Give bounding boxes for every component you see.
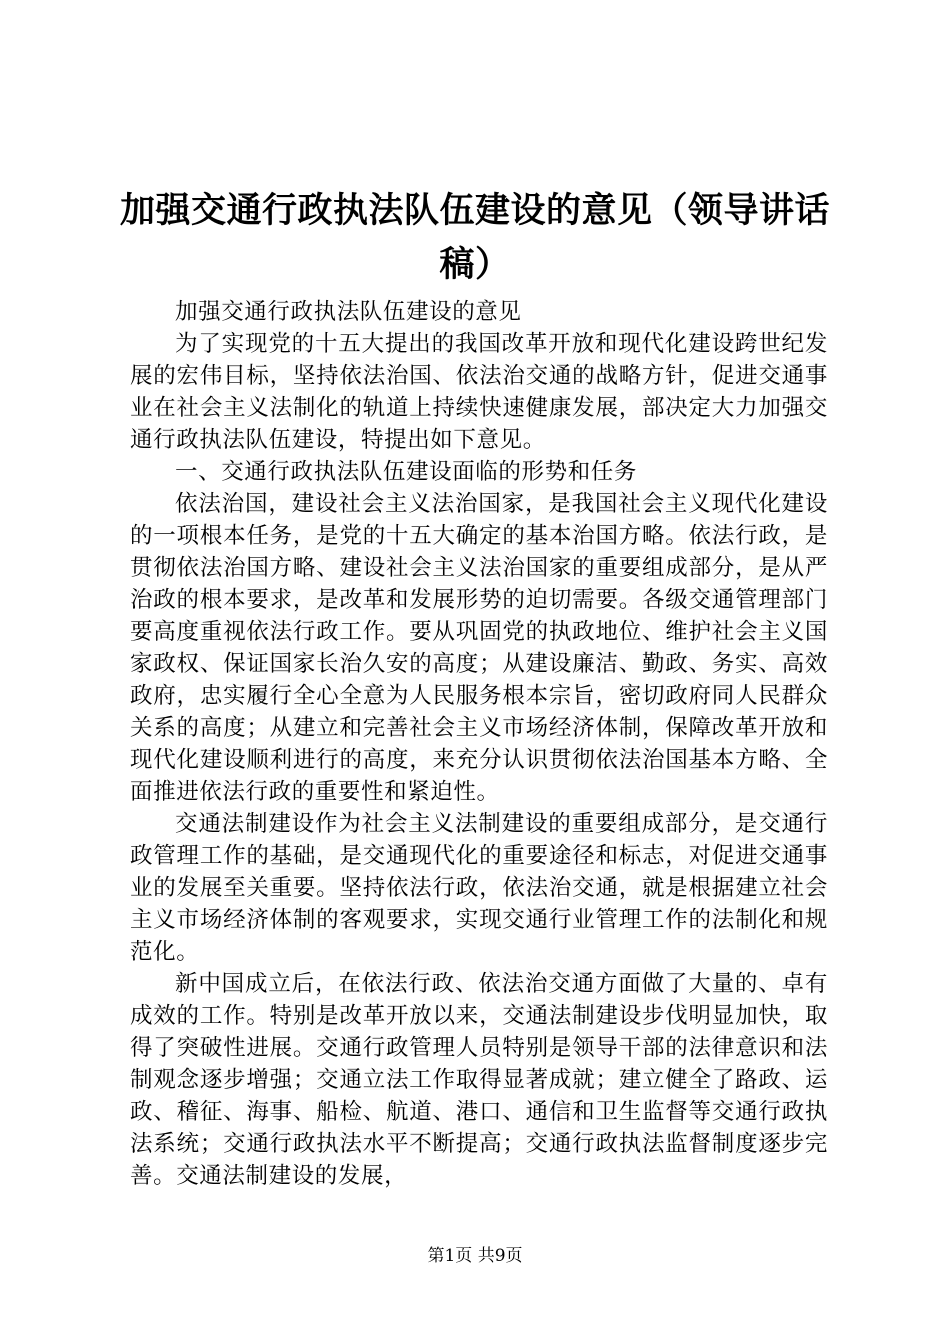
subtitle-paragraph: 加强交通行政执法队伍建设的意见 bbox=[175, 299, 522, 325]
body-paragraph: 为了实现党的十五大提出的我国改革开放和现代化建设跨世纪发展的宏伟目标，坚持依法治国、依法治交通的战略方针，促进交通事业在社会主义法制化的轨道上持续快速健康发展，部决定大力加强交通行政执法队伍建设，特提出如下意见。 bbox=[130, 331, 828, 453]
body-paragraph: 依法治国，建设社会主义法治国家，是我国社会主义现代化建设的一项根本任务，是党的十五大确定的基本治国方略。依法行政，是贯彻依法治国方略、建设社会主义法治国家的重要组成部分，是从严治政的根本要求，是改革和发展形势的迫切需要。各级交通管理部门要高度重视依法行政工作。要从巩固党的执政地位、维护社会主义国家政权、保证国家长治久安的高度；从建设廉洁、勤政、务实、高效政府，忠实履行全心全意为人民服务根本宗旨，密切政府同人民群众关系的高度；从建立和完善社会主义市场经济体制，保障改革开放和现代化建设顺利进行的高度，来充分认识贯彻依法治国基本方略、全面推进依法行政的重要性和紧迫性。 bbox=[130, 491, 828, 805]
document-body bbox=[130, 296, 828, 1192]
page-number-footer: 第1页 共9页 bbox=[427, 1246, 523, 1266]
document-title: 加强交通行政执法队伍建设的意见（领导讲话稿） bbox=[120, 191, 831, 285]
body-paragraph: 交通法制建设作为社会主义法制建设的重要组成部分，是交通行政管理工作的基础，是交通现代化的重要途径和标志，对促进交通事业的发展至关重要。坚持依法行政，依法治交通，就是根据建立社会主义市场经济体制的客观要求，实现交通行业管理工作的法制化和规范化。 bbox=[130, 811, 828, 965]
section-heading: 一、交通行政执法队伍建设面临的形势和任务 bbox=[175, 459, 638, 485]
body-paragraph: 新中国成立后，在依法行政、依法治交通方面做了大量的、卓有成效的工作。特别是改革开放以来，交通法制建设步伐明显加快，取得了突破性进展。交通行政管理人员特别是领导干部的法律意识和法制观念逐步增强；交通立法工作取得显著成就；建立健全了路政、运政、稽征、海事、船检、航道、港口、通信和卫生监督等交通行政执法系统；交通行政执法水平不断提高；交通行政执法监督制度逐步完善。交通法制建设的发展， bbox=[130, 971, 828, 1189]
